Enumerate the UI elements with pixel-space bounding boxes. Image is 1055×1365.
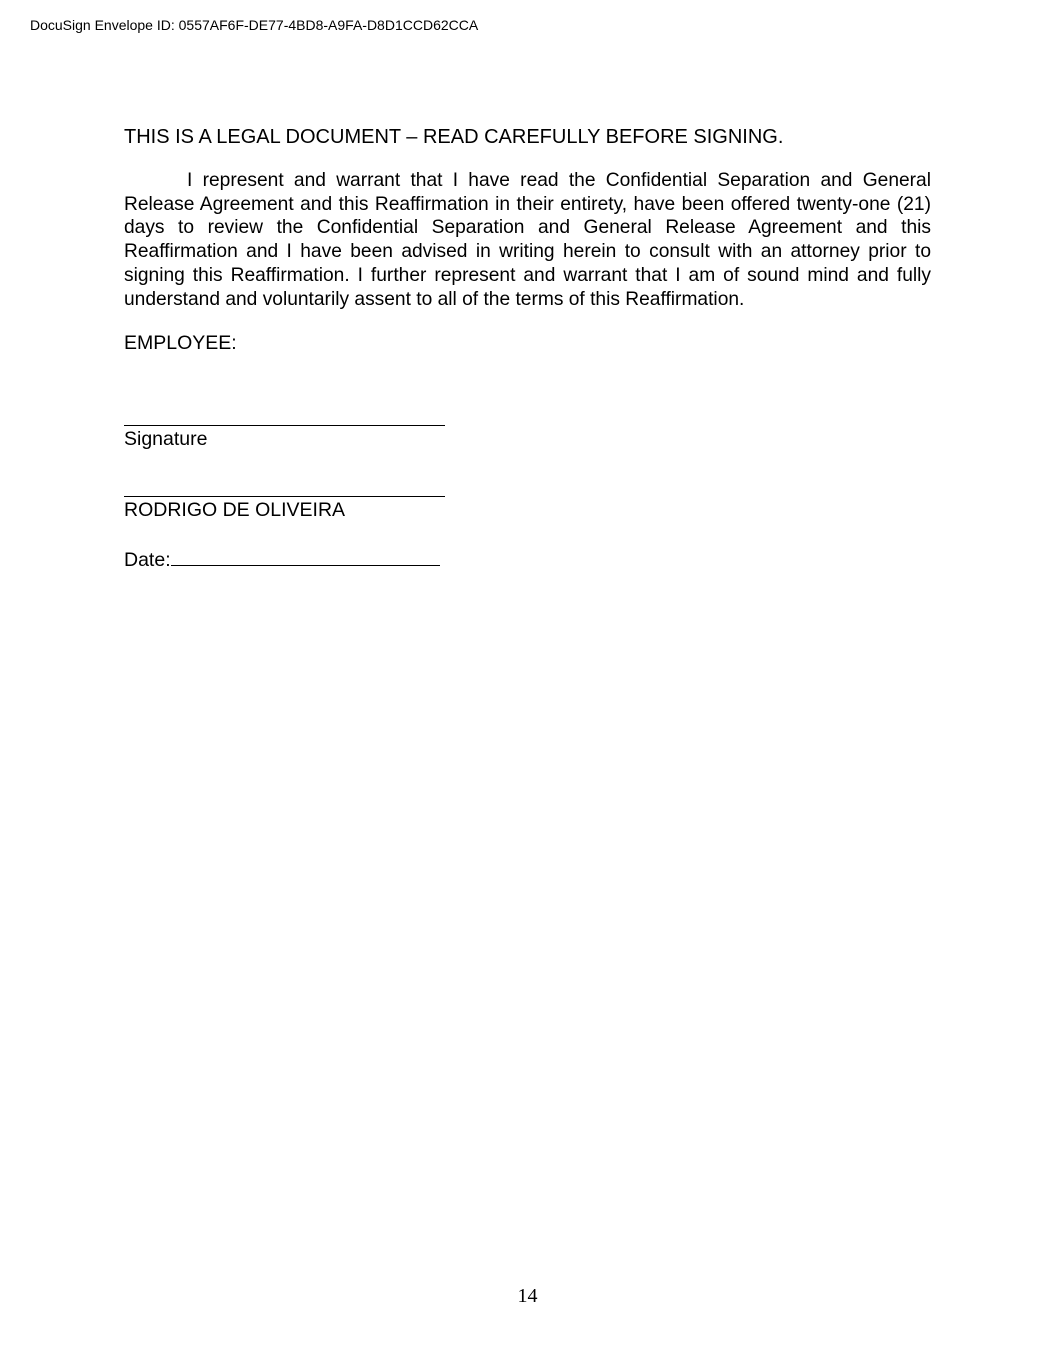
docusign-envelope-id: DocuSign Envelope ID: 0557AF6F-DE77-4BD8-A9FA-D8D1CCD62CCA bbox=[30, 17, 479, 33]
page-number: 14 bbox=[517, 1285, 538, 1307]
document-heading: THIS IS A LEGAL DOCUMENT – READ CAREFULLY BEFORE SIGNING. bbox=[124, 126, 784, 148]
employee-label: EMPLOYEE: bbox=[124, 332, 237, 355]
date-field-line[interactable] bbox=[171, 545, 440, 566]
date-row bbox=[124, 545, 440, 573]
employee-name: RODRIGO DE OLIVEIRA bbox=[124, 499, 346, 521]
signature-line[interactable] bbox=[124, 425, 445, 426]
reaffirmation-paragraph: I represent and warrant that I have read the Confidential Separation and General Release Agreement and this Reaffirmation in their entirety, have been offered twenty-one (21) days to review the Confidential Separation and General Release Agreement and this Reaffirmation and I have been advised in writing herein to consult with an attorney prior to signing this Reaffirmation. I further represent and warrant that I am of sound mind and fully understand and voluntarily assent to all of the terms of this Reaffirmation. bbox=[124, 170, 931, 310]
signature-label: Signature bbox=[124, 428, 208, 450]
document-body bbox=[124, 124, 931, 355]
date-label: Date: bbox=[124, 549, 171, 571]
name-line bbox=[124, 496, 445, 497]
